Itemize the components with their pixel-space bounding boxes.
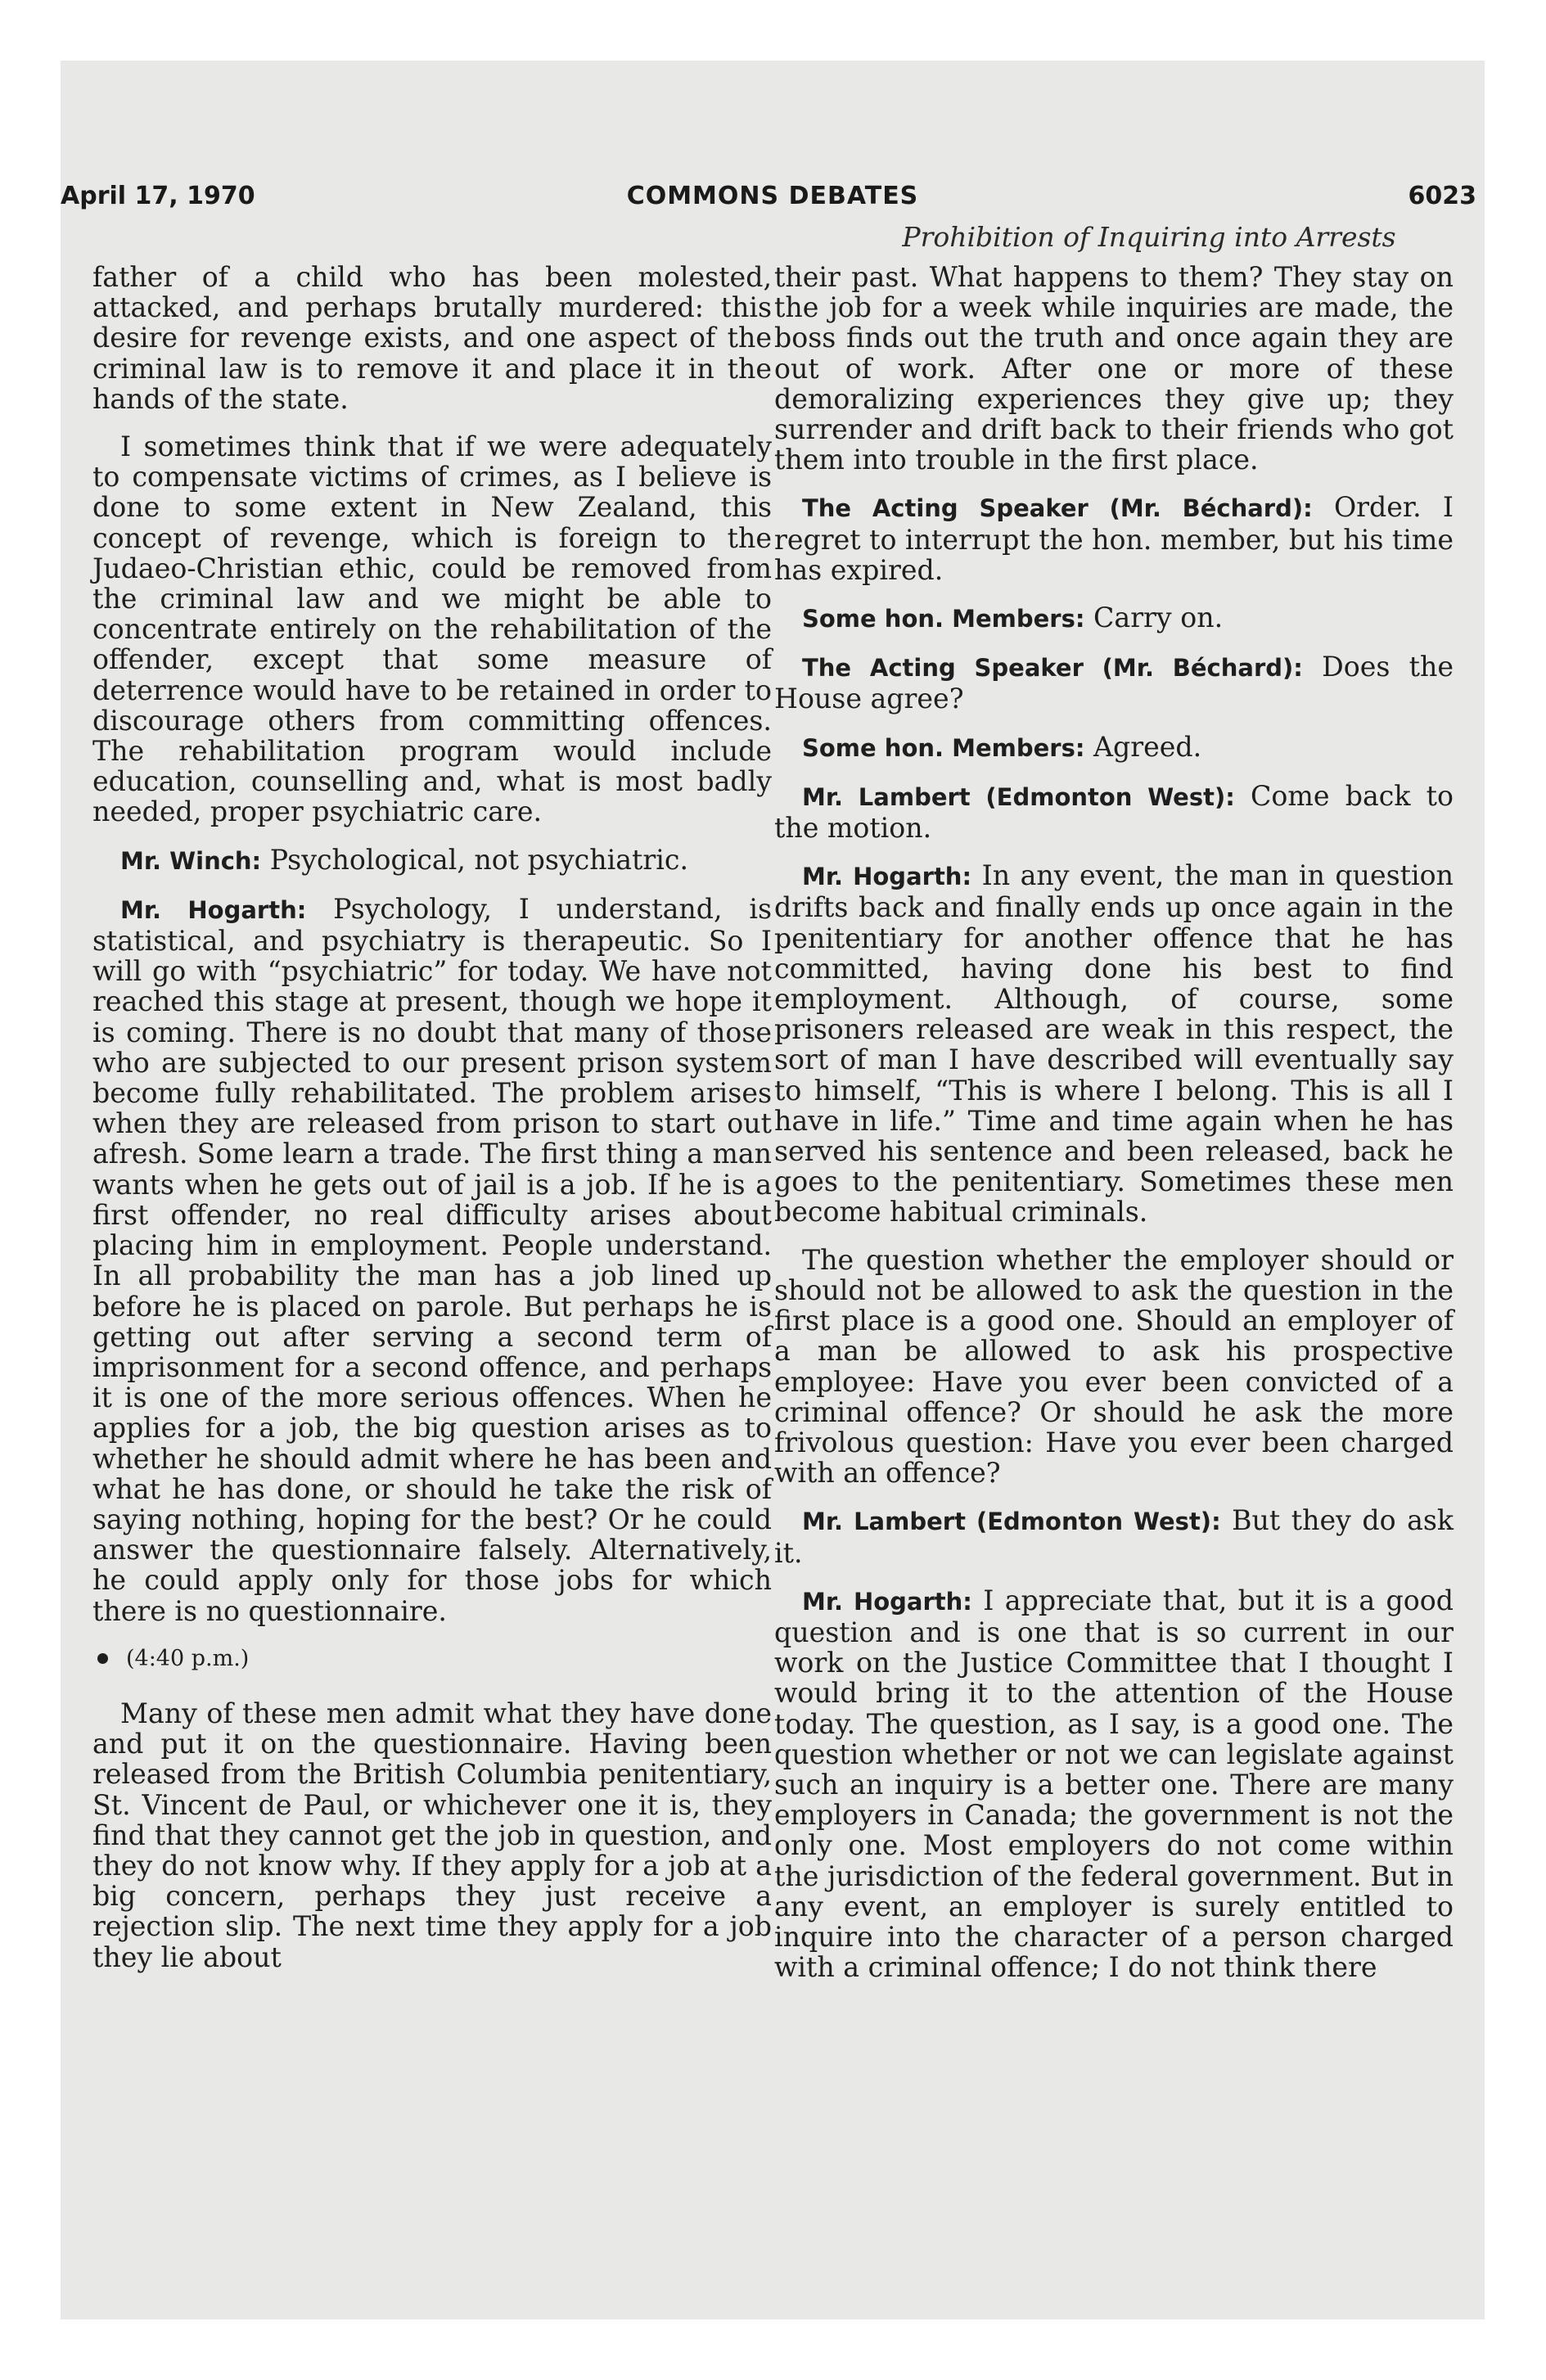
- speech: [774, 602, 1454, 634]
- speaker-name: Mr. Hogarth:: [120, 895, 307, 924]
- header-title: COMMONS DEBATES: [626, 182, 919, 210]
- speech-text: Psychological, not psychiatric.: [269, 843, 688, 876]
- speech-text: I appreciate that, but it is a good question and is one that is so current in our work on the Justice Committee that I thought I would bring it to the attention of the House today. The question, as I say, is a good one. The question whether or not we can legislate against such an inquiry is a better one. There are many employers in Canada; the government is not the only one. Most employers do not come within the jurisdiction of the federal government. But in any event, an employer is surely entitled to inquire into the character of a person charged with a criminal offence; I do not think there: [774, 1584, 1454, 1984]
- speaker-name: The Acting Speaker (Mr. Béchard):: [802, 654, 1303, 683]
- speech: [774, 492, 1454, 585]
- speech: [774, 781, 1454, 843]
- timestamp-marker: [92, 1643, 772, 1674]
- paragraph: I sometimes think that if we were adequately to compensate victims of crimes, as I believe is done to some extent in New Zealand, this concept of revenge, which is foreign to the Judaeo-Christian ethic, could be removed from the criminal law and we might be able to concentrate entirely on the rehabilitation of the offender, except that some measure of deterrence would have to be retained in order to discourage others from committing offences. The rehabilitation program would include education, counselling and, what is most badly needed, proper psychiatric care.: [92, 430, 772, 828]
- timestamp-text: (4:40 p.m.): [126, 1645, 250, 1671]
- paragraph: father of a child who has been molested, attacked, and perhaps brutally murdered: this desire for revenge exists, and one aspect of the criminal law is to remove it and place it in the hands of the state.: [92, 261, 772, 415]
- bullet-icon: [97, 1653, 108, 1664]
- speech-text: Psychology, I understand, is statistical, and psychiatry is therapeutic. So I will go with “psychiatric” for today. We have not reached this stage at present, though we hope it is coming. There is no doubt that many of those who are subjected to our present prison system become fully rehabilitated. The problem arises when they are released from prison to start out afresh. Some learn a trade. The first thing a man wants when he gets out of jail is a job. If he is a first offender, no real difficulty arises about placing him in employment. People understand. In all probability the man has a job lined up before he is placed on parole. But perhaps he is getting out after serving a second term of imprisonment for a second offence, and perhaps it is one of the more serious offences. When he applies for a job, the big question arises as to whether he should admit where he has been and what he has done, or should he take the risk of saying nothing, hoping for the best? Or he could answer the questionnaire falsely. Alternatively, he could apply only for those jobs for which there is no questionnaire.: [92, 892, 772, 1627]
- speaker-name: Mr. Winch:: [120, 846, 262, 875]
- page-header: [61, 182, 1485, 218]
- paragraph: Many of these men admit what they have done and put it on the questionnaire. Having been released from the British Columbia penitentiary, St. Vincent de Paul, or whichever one it is, they find that they cannot get the job in question, and they do not know why. If they apply for a job at a big concern, perhaps they just receive a rejection slip. The next time they apply for a job they lie about: [92, 1697, 772, 1973]
- speech-text: But they do ask it.: [774, 1504, 1454, 1569]
- speaker-name: Mr. Lambert (Edmonton West):: [802, 782, 1235, 811]
- speech: [774, 860, 1454, 1227]
- right-column: [774, 262, 1454, 1999]
- speaker-name: Mr. Hogarth:: [802, 1587, 972, 1616]
- speech: [774, 732, 1454, 764]
- speech-text: Carry on.: [1093, 602, 1224, 634]
- page-scan: [61, 61, 1485, 2319]
- speech-text: In any event, the man in question drifts back and finally ends up once again in the penitentiary for another offence that he has committed, having done his best to find employment. Although, of course, some prisoners released are weak in this respect, the sort of man I have described will eventually say to himself, “This is where I belong. This is all I have in life.” Time and time again when he has served his sentence and been released, back he goes to the penitentiary. Sometimes these men become habitual criminals.: [774, 859, 1454, 1228]
- speech: [774, 651, 1454, 714]
- speech-text: Agreed.: [1093, 730, 1202, 763]
- speech: [92, 845, 772, 877]
- speech: [774, 1505, 1454, 1567]
- paragraph: their past. What happens to them? They stay on the job for a week while inquiries are made, the boss finds out the truth and once again they are out of work. After one or more of these demoralizing experiences they give up; they surrender and drift back to their friends who got them into trouble in the first place.: [774, 261, 1454, 476]
- speech: [92, 894, 772, 1626]
- running-subheading: Prohibition of Inquiring into Arrests: [902, 221, 1396, 253]
- left-column: [92, 262, 772, 1990]
- speaker-name: Some hon. Members:: [802, 733, 1085, 762]
- speech-text: Come back to the motion.: [774, 779, 1454, 845]
- speaker-name: Mr. Hogarth:: [802, 863, 972, 891]
- speech-text: Order. I regret to interrupt the hon. member, but his time has expired.: [774, 491, 1454, 586]
- speech: [774, 1585, 1454, 1983]
- paragraph: The question whether the employer should or should not be allowed to ask the question in the first place is a good one. Should an employer of a man be allowed to ask his prospective employee: Have you ever been convicted of a criminal offence? Or should he ask the more frivolous question: Have you ever been charged with an offence?: [774, 1243, 1454, 1490]
- speaker-name: Some hon. Members:: [802, 605, 1085, 633]
- speaker-name: The Acting Speaker (Mr. Béchard):: [802, 494, 1313, 523]
- speaker-name: Mr. Lambert (Edmonton West):: [802, 1508, 1221, 1536]
- header-date: April 17, 1970: [61, 182, 255, 210]
- page-number: 6023: [1408, 182, 1476, 210]
- speech-text: Does the House agree?: [774, 651, 1454, 715]
